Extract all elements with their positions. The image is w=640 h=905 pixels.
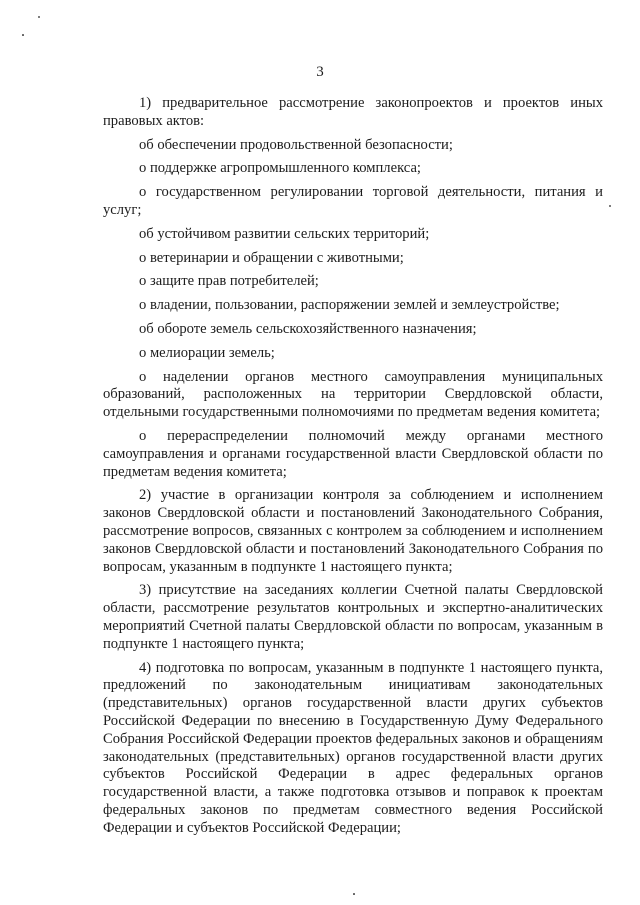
paragraph-veterinary: о ветеринарии и обращении с животными;: [139, 249, 404, 266]
paragraph-local-government-powers: о наделении органов местного самоуправления муниципальных образований, расположенных на территории Свердловской области, отдельными государственными полномочиями по предметам ведения комитета;: [103, 368, 603, 421]
paragraph-land-melioration: о мелиорации земель;: [139, 344, 275, 361]
scan-speck: [22, 34, 24, 36]
scan-speck: [609, 205, 611, 207]
scan-speck: [353, 893, 355, 895]
paragraph-item-2: 2) участие в организации контроля за соблюдением и исполнением законов Свердловской области и постановлений Законодательного Собрания, рассмотрение вопросов, связанных с контролем за соблюдением и исполнением законов Свердловской области и постановлений Законодательного Собрания по вопросам, указанным в подпункте 1 настоящего пункта;: [103, 487, 603, 575]
paragraph-item-1: 1) предварительное рассмотрение законопроектов и проектов иных правовых актов:: [103, 95, 603, 129]
paragraph-consumer-rights: о защите прав потребителей;: [139, 273, 319, 290]
document-body: [103, 95, 603, 843]
paragraph-agro-support: о поддержке агропромышленного комплекса;: [139, 160, 421, 177]
paragraph-item-4: 4) подготовка по вопросам, указанным в подпункте 1 настоящего пункта, предложений по законодательным инициативам законодательных (представительных) органов государственной власти других субъектов Российской Федерации по внесению в Государственную Думу Федерального Собрания Российской Федерации проектов федеральных законов и обращениям законодательных (представительных) органов государственной власти других субъектов Российской Федерации в адрес федеральных органов государственной власти, а также подготовка отзывов и поправок к проектам федеральных законов по предметам совместного ведения Российской Федерации и субъектов Российской Федерации;: [103, 659, 603, 836]
scan-speck: [38, 16, 40, 18]
page-number: 3: [316, 64, 324, 80]
paragraph-rural-development: об устойчивом развитии сельских территорий;: [139, 225, 430, 242]
paragraph-food-security: об обеспечении продовольственной безопасности;: [139, 136, 453, 153]
paragraph-powers-redistribution: о перераспределении полномочий между органами местного самоуправления и органами государственной власти Свердловской области по предметам ведения комитета;: [103, 427, 603, 480]
paragraph-trade-regulation: о государственном регулировании торговой деятельности, питания и услуг;: [103, 184, 603, 218]
paragraph-agricultural-land: об обороте земель сельскохозяйственного назначения;: [139, 320, 477, 337]
paragraph-item-3: 3) присутствие на заседаниях коллегии Счетной палаты Свердловской области, рассмотрение результатов контрольных и экспертно-аналитических мероприятий Счетной палаты Свердловской области по вопросам, указанным в подпункте 1 настоящего пункта;: [103, 582, 603, 652]
paragraph-land-use: о владении, пользовании, распоряжении землей и землеустройстве;: [139, 297, 560, 314]
